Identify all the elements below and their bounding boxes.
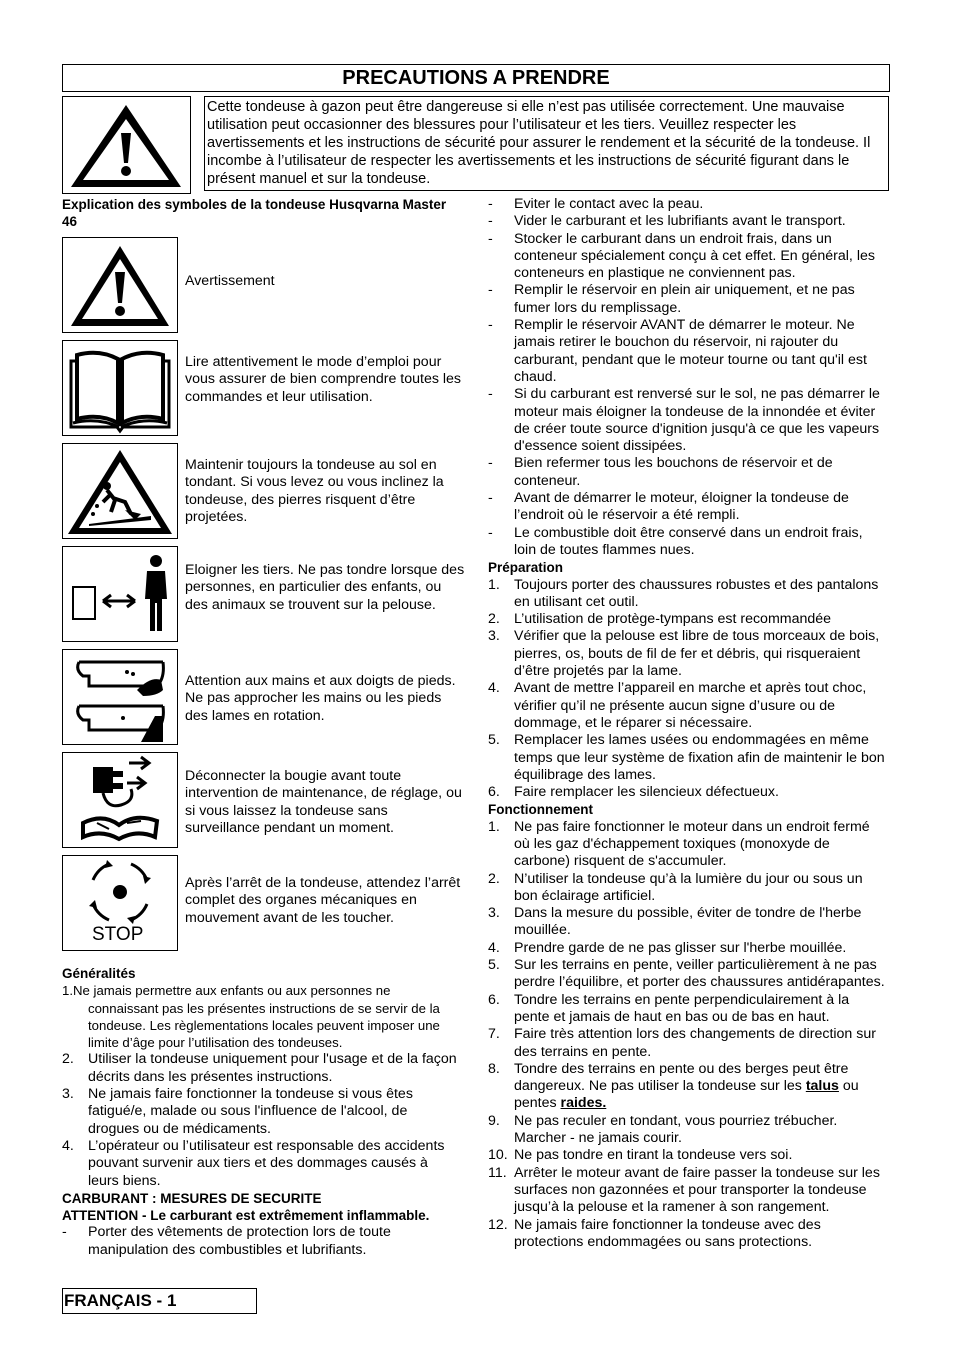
general-item: [62, 1051, 462, 1086]
dash-marker: -: [488, 490, 493, 507]
symbol-box: [62, 649, 178, 745]
item-number: 10.: [488, 1147, 508, 1164]
left-column: [62, 196, 465, 1259]
fuel-item: [488, 525, 888, 560]
item-number: 6.: [488, 991, 500, 1008]
item-text: Prendre garde de ne pas glisser sur l'herbe mouillée.: [514, 939, 847, 956]
prep-list: [488, 577, 888, 802]
dash-marker: -: [488, 386, 493, 403]
item-number: 4.: [488, 680, 500, 697]
operation-item: [488, 992, 888, 1027]
dash-marker: -: [488, 455, 493, 472]
symbol-row: [62, 752, 462, 855]
item-text: Tondre les terrains en pente perpendiculairement à la pente et jamais de haut en bas ou de bas en haut.: [514, 991, 850, 1025]
symbol-box: [62, 237, 178, 333]
page-title: PRECAUTIONS A PRENDRE: [62, 64, 890, 92]
item-number: 6.: [488, 784, 500, 801]
operation-item: [488, 1217, 888, 1252]
symbol-box: [62, 546, 178, 642]
open-manual-icon: [63, 341, 177, 435]
operation-list: [488, 1113, 888, 1251]
operation-item: [488, 1026, 888, 1061]
item-text: Ne pas faire fonctionner le moteur dans un endroit fermé où les gaz d'échappement toxiques (monoxyde de carbone) risquent de s'accumuler.: [514, 818, 870, 870]
fuel-heading: CARBURANT : MESURES DE SECURITE: [62, 1190, 322, 1206]
hand-foot-blade-icon: [63, 650, 177, 744]
symbol-box: [62, 340, 178, 436]
prep-heading: Préparation: [488, 560, 564, 576]
item-number: 5.: [488, 732, 500, 749]
item-text: Porter des vêtements de protection lors de toute manipulation des combustibles et lubrifiants.: [88, 1224, 391, 1258]
fuel-item: [488, 213, 888, 230]
operation-item: [488, 1113, 888, 1148]
underlined-word: raides.: [560, 1095, 607, 1112]
item-text: Toujours porter des chaussures robustes et des pantalons en utilisant cet outil.: [514, 576, 879, 610]
warning-symbol-box: [62, 96, 191, 194]
item-number: 2.: [488, 870, 500, 887]
warning-triangle-icon: [63, 238, 177, 332]
spark-plug-manual-icon: [63, 753, 177, 847]
fuel-warning: ATTENTION - Le carburant est extrêmement inflammable.: [62, 1208, 430, 1224]
symbol-text: Attention aux mains et aux doigts de pieds. Ne pas approcher les mains ou les pieds des lames en rotation.: [185, 673, 456, 724]
operation-item: [488, 1061, 888, 1113]
item-number: 8.: [488, 1060, 500, 1077]
dash-marker: -: [488, 230, 493, 247]
preparation-item: [488, 784, 888, 801]
symbols-heading: Explication des symboles de la tondeuse Husqvarna Master 46: [62, 197, 447, 229]
item-text: Remplacer les lames usées ou endommagées en même temps que leur système de fixation afin de maintenir le bon équilibrage des lames.: [514, 732, 885, 783]
item-text: Stocker le carburant dans un endroit frais, dans un conteneur spécialement conçu à cet effet. En général, les conteneurs en plastique ne conviennent pas.: [514, 230, 875, 282]
item-text: Tondre des terrains en pente ou des berges peut être dangereux. Ne pas utiliser la tondeuse sur les: [514, 1060, 849, 1095]
item-text: Dans la mesure du possible, éviter de tondre de l'herbe mouillée.: [514, 905, 862, 939]
fuel-item: [488, 490, 888, 525]
preparation-item: [488, 732, 888, 784]
dash-marker: -: [488, 524, 493, 541]
operation-item: [488, 1165, 888, 1217]
symbol-box: [62, 443, 178, 539]
item-number: 2.: [488, 611, 500, 628]
general-item: [62, 1086, 462, 1138]
operation-item: [488, 1147, 888, 1164]
symbol-row: [62, 237, 462, 340]
item-text: Sur les terrains en pente, veiller particulièrement à ne pas perdre l’équilibre, et porter des chaussures antidérapantes.: [514, 957, 885, 991]
item-number: 7.: [488, 1026, 500, 1043]
general-item: [62, 1138, 462, 1190]
item-number: 12.: [488, 1216, 508, 1233]
operation-item: [488, 905, 888, 940]
item-number: 3.: [488, 905, 500, 922]
intro-text: Cette tondeuse à gazon peut être dangereuse si elle n’est pas utilisée correctement. Une mauvaise utilisation peut occasionner des blessures pour l’utilisateur et les tiers. Veuillez respecter les avertissements et les instructions de sécurité pour assurer le rendement et la sécurité de la tondeuse. Il incombe à l’utilisateur de respecter les avertissements et les instructions de sécurité figurant dans le présent manuel et sur la tondeuse.: [204, 96, 889, 191]
item-text: Arrêter le moteur avant de faire passer la tondeuse sur les surfaces non gazonnées et pour transporter la tondeuse jusqu’à la pelouse et la ramener à son rangement.: [514, 1164, 880, 1216]
fuel-item: [488, 196, 888, 213]
item-text: Si du carburant est renversé sur le sol, ne pas démarrer le moteur mais éloigner la tondeuse de la innondée et éviter de créer toute source d'ignition jusqu'à ce que les vapeurs d'essence soient dissipées.: [514, 386, 880, 455]
item-text: Utiliser la tondeuse uniquement pour l'usage et de la façon décrits dans les présentes instructions.: [88, 1051, 457, 1085]
item-text: Vérifier que la pelouse est libre de tous morceaux de bois, pierres, os, bouts de fil de fer et débris, qui risqueraient d’être projetés par la lame.: [514, 628, 880, 680]
item-number: 4.: [62, 1137, 74, 1154]
symbol-box: [62, 855, 178, 951]
warning-triangle-icon: [63, 97, 190, 193]
symbol-text: Déconnecter la bougie avant toute intervention de maintenance, de réglage, ou si vous laissez la tondeuse sans surveillance pendant un moment.: [185, 768, 462, 836]
item-text: Faire très attention lors des changements de direction sur des terrains en pente.: [514, 1026, 876, 1060]
symbol-text: Eloigner les tiers. Ne pas tondre lorsque des personnes, en particulier des enfants, ou des animaux se trouvent sur la pelouse.: [185, 562, 465, 613]
preparation-item: [488, 680, 888, 732]
item-text: Ne jamais faire fonctionner la tondeuse si vous êtes fatigué/e, malade ou sous l'influence de l'alcool, de drogues ou de médicaments.: [88, 1086, 413, 1137]
item-text: Bien refermer tous les bouchons de réservoir et de conteneur.: [514, 455, 833, 489]
item-number: 4.: [488, 939, 500, 956]
general-item: 1.Ne jamais permettre aux enfants ou aux personnes ne connaissant pas les présentes instructions de se servir de la tondeuse. Les règlementations locales peuvent imposer une limite d’âge pour l’utilisation des tondeuses.: [62, 983, 440, 1051]
fuel-item: - Porter des vêtements de protection lors de toute manipulation des combustibles et lubrifiants.: [62, 1224, 391, 1258]
preparation-item: [488, 611, 888, 628]
item-text: L’opérateur ou l’utilisateur est responsable des accidents pouvant survenir aux tiers et des dommages causés à leurs biens.: [88, 1137, 445, 1189]
item-number: 11.: [488, 1164, 507, 1181]
dash-marker: -: [488, 282, 493, 299]
thrown-objects-icon: [63, 444, 177, 538]
item-text: Faire remplacer les silencieux défectueux.: [514, 784, 779, 801]
fuel-list: [488, 196, 888, 559]
fuel-item: [488, 231, 888, 283]
dash-marker: -: [488, 317, 493, 334]
operation-item: [488, 940, 888, 957]
fuel-item: [488, 282, 888, 317]
item-number: 1.: [488, 818, 500, 835]
item-text: Le combustible doit être conservé dans un endroit frais, loin de toutes flammes nues.: [514, 524, 863, 558]
dash-marker: -: [488, 213, 493, 230]
symbol-text: Avertissement: [185, 273, 275, 289]
operation-item: [488, 819, 888, 871]
operation-list: [488, 819, 888, 1061]
item-number: 3.: [62, 1086, 74, 1103]
keep-distance-icon: [63, 547, 177, 641]
item-number: 1.: [488, 576, 500, 593]
item-text: Ne jamais faire fonctionner la tondeuse avec des protections endommagées ou sans protections.: [514, 1216, 821, 1250]
fuel-item: [488, 386, 888, 455]
item-number: 2.: [62, 1051, 74, 1068]
symbol-row: [62, 443, 462, 546]
symbol-text: Lire attentivement le mode d’emploi pour vous assurer de bien comprendre toutes les commandes et leur utilisation.: [185, 354, 462, 405]
operation-heading: Fonctionnement: [488, 802, 593, 818]
item-text: ou pentes: [514, 1078, 859, 1112]
item-text: Remplir le réservoir AVANT de démarrer le moteur. Ne jamais retirer le bouchon du réservoir, ni rajouter du carburant, pendant que le moteur tourne ou tant qu'il est chaud.: [514, 317, 867, 385]
symbol-row: [62, 649, 462, 752]
item-number: 3.: [488, 628, 500, 645]
item-text: Ne pas tondre en tirant la tondeuse vers soi.: [514, 1147, 793, 1164]
page-footer: FRANÇAIS - 1: [62, 1288, 257, 1314]
preparation-item: [488, 577, 888, 612]
item-text: L’utilisation de protège-tympans est recommandée: [514, 611, 832, 628]
underlined-word: talus: [805, 1078, 839, 1095]
symbol-box: [62, 752, 178, 848]
item-text: Avant de démarrer le moteur, éloigner la tondeuse de l’endroit où le réservoir a été rempli.: [514, 490, 849, 524]
item-text: Ne pas reculer en tondant, vous pourriez trébucher. Marcher - ne jamais courir.: [514, 1112, 838, 1147]
item-text: N’utiliser la tondeuse qu’à la lumière du jour ou sous un bon éclairage artificiel.: [514, 870, 863, 904]
right-column: [488, 196, 888, 1251]
item-number: 5.: [488, 957, 500, 974]
item-text: Vider le carburant et les lubrifiants avant le transport.: [514, 213, 846, 230]
symbol-row: [62, 546, 465, 649]
fuel-item: [488, 317, 888, 386]
operation-item: [488, 957, 888, 992]
operation-item: [488, 871, 888, 906]
preparation-item: [488, 628, 888, 680]
symbol-row: [62, 340, 462, 443]
item-text: Eviter le contact avec la peau.: [514, 196, 704, 212]
item-number: 9.: [488, 1112, 500, 1129]
dash-marker: -: [488, 196, 493, 212]
item-text: Avant de mettre l’appareil en marche et après tout choc, vérifier qu’il ne présente aucun signe d’usure ou de dommage, et le réparer si nécessaire.: [514, 680, 867, 731]
item-text: Remplir le réservoir en plein air uniquement, et ne pas fumer lors du remplissage.: [514, 282, 855, 316]
fuel-item: [488, 455, 888, 490]
symbol-row: [62, 855, 462, 965]
symbol-text: Maintenir toujours la tondeuse au sol en tondant. Si vous levez ou vous inclinez la tondeuse, des pierres risquent d’être projetées.: [185, 457, 444, 525]
symbol-text: Après l’arrêt de la tondeuse, attendez l’arrêt complet des organes mécaniques en mouvement avant de les toucher.: [185, 875, 461, 926]
stop-label: STOP: [92, 924, 144, 945]
general-heading: Généralités: [62, 966, 136, 981]
